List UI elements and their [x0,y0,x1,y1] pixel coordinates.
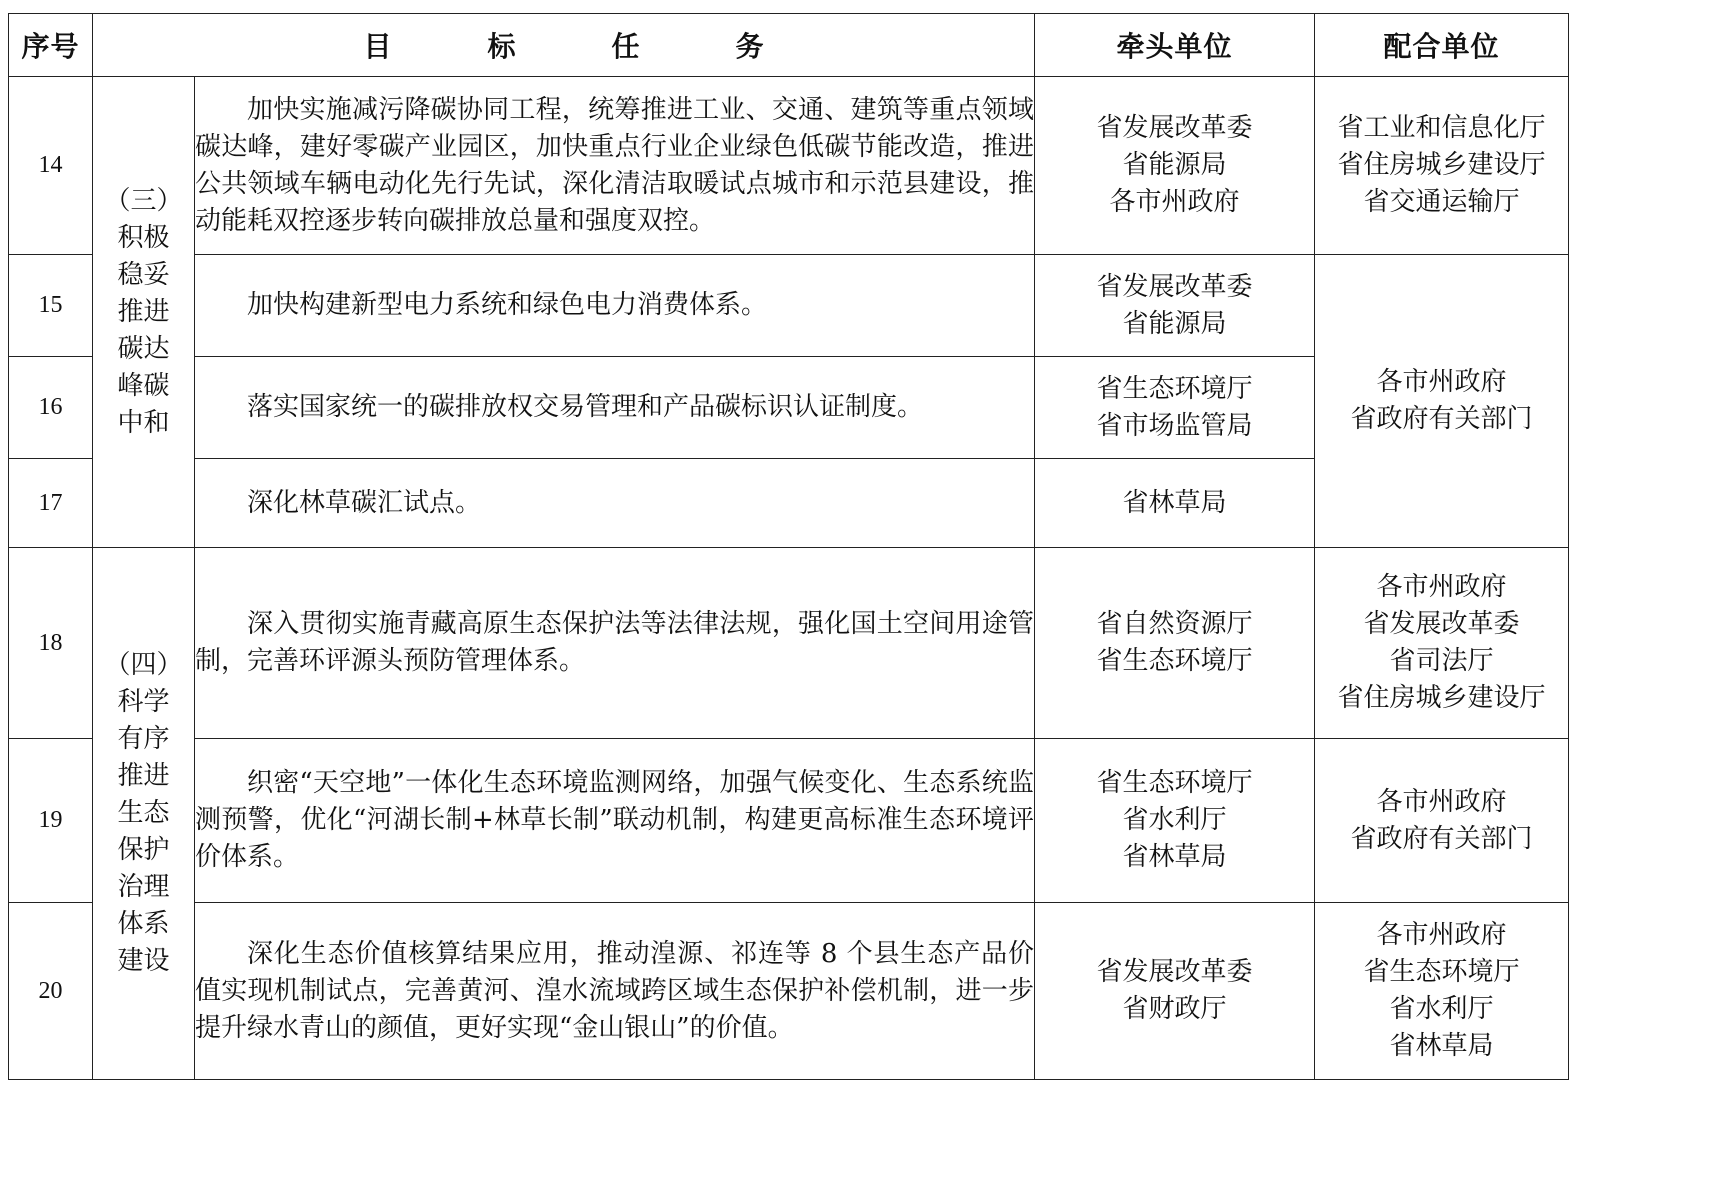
lead-unit-cell: 省生态环境厅 省市场监管局 [1035,357,1315,459]
row-number: 19 [9,739,93,903]
task-text: 落实国家统一的碳排放权交易管理和产品碳标识认证制度。 [195,357,1035,459]
header-lead-unit: 牵头单位 [1035,14,1315,77]
header-task-char: 目 [363,30,392,63]
target-task-table [8,13,1569,1080]
lead-unit-cell: 省林草局 [1035,459,1315,548]
lead-unit-cell: 省发展改革委 省财政厅 [1035,903,1315,1080]
coop-unit-cell: 各市州政府 省生态环境厅 省水利厅 省林草局 [1315,903,1569,1080]
task-text: 加快构建新型电力系统和绿色电力消费体系。 [195,255,1035,357]
group-label-ecology: （四） 科学 有序 推进 生态 保护 治理 体系 建设 [93,548,195,1080]
coop-unit-cell-merged: 各市州政府 省政府有关部门 [1315,255,1569,548]
header-task-char: 任 [611,30,640,63]
row-number: 14 [9,77,93,255]
task-text: 织密“天空地”一体化生态环境监测网络，加强气候变化、生态系统监测预警，优化“河湖长制+林草长制”联动机制，构建更高标准生态环境评价体系。 [195,739,1035,903]
table-row [9,77,1569,255]
header-task-char: 务 [735,30,764,63]
group-label-carbon: （三） 积极 稳妥 推进 碳达 峰碳 中和 [93,77,195,548]
lead-unit-cell: 省自然资源厅 省生态环境厅 [1035,548,1315,739]
header-coop-unit: 配合单位 [1315,14,1569,77]
row-number: 17 [9,459,93,548]
lead-unit-cell: 省发展改革委 省能源局 各市州政府 [1035,77,1315,255]
row-number: 15 [9,255,93,357]
row-number: 20 [9,903,93,1080]
table-row [9,739,1569,903]
row-number: 16 [9,357,93,459]
header-task-char: 标 [487,30,516,63]
table-row [9,548,1569,739]
header-task [93,14,1035,77]
lead-unit-cell: 省生态环境厅 省水利厅 省林草局 [1035,739,1315,903]
task-text: 深化生态价值核算结果应用，推动湟源、祁连等 8 个县生态产品价值实现机制试点，完善黄河、湟水流域跨区域生态保护补偿机制，进一步提升绿水青山的颜值，更好实现“金山银山”的价值。 [195,903,1035,1080]
task-text: 深入贯彻实施青藏高原生态保护法等法律法规，强化国土空间用途管制，完善环评源头预防管理体系。 [195,548,1035,739]
header-row [9,14,1569,77]
table-row [9,903,1569,1080]
header-seq: 序号 [9,14,93,77]
coop-unit-cell: 省工业和信息化厅 省住房城乡建设厅 省交通运输厅 [1315,77,1569,255]
coop-unit-cell: 各市州政府 省政府有关部门 [1315,739,1569,903]
task-text: 加快实施减污降碳协同工程，统筹推进工业、交通、建筑等重点领域碳达峰，建好零碳产业园区，加快重点行业企业绿色低碳节能改造，推进公共领域车辆电动化先行先试，深化清洁取暖试点城市和示范县建设，推动能耗双控逐步转向碳排放总量和强度双控。 [195,77,1035,255]
task-text: 深化林草碳汇试点。 [195,459,1035,548]
table-row [9,255,1569,357]
coop-unit-cell: 各市州政府 省发展改革委 省司法厅 省住房城乡建设厅 [1315,548,1569,739]
lead-unit-cell: 省发展改革委 省能源局 [1035,255,1315,357]
row-number: 18 [9,548,93,739]
